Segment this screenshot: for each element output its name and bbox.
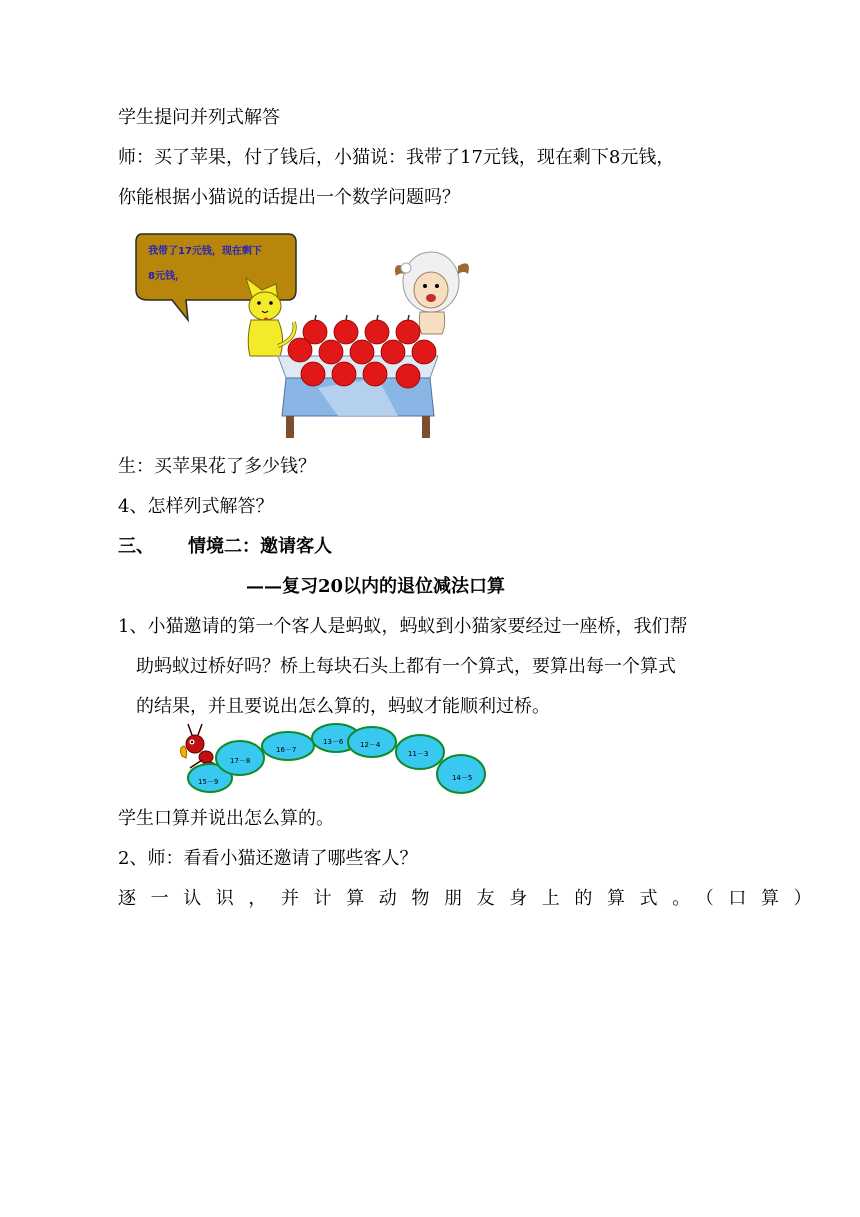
section-three-number: 三、	[118, 536, 154, 557]
line-ask-question: 你能根据小猫说的话提出一个数学问题吗？	[118, 187, 460, 208]
stone-label: 13－6	[323, 738, 344, 746]
line-student-answer: 生：买苹果花了多少钱？	[118, 456, 316, 477]
line-recognize-calc: 逐一认识，并计算动物朋友身上的算式。（口算）	[118, 888, 827, 909]
line-student-question: 学生提问并列式解答	[118, 107, 280, 128]
stone-label: 16－7	[276, 746, 297, 754]
stone-label: 11－3	[408, 750, 429, 758]
line-teacher-cat-says: 师：买了苹果，付了钱后，小猫说：我带了17元钱，现在剩下8元钱，	[118, 147, 675, 168]
figure-ant-bridge	[176, 718, 492, 798]
bubble-text-line1: 我带了17元钱，现在剩下	[148, 246, 262, 257]
line-ant-intro-2: 助蚂蚁过桥好吗？桥上每块石头上都有一个算式，要算出每一个算式	[136, 656, 676, 677]
line-student-oral-calc: 学生口算并说出怎么算的。	[118, 808, 334, 829]
stone-label: 14－5	[452, 774, 473, 782]
line-ant-intro-3: 的结果，并且要说出怎么算的，蚂蚁才能顺利过桥。	[136, 696, 550, 717]
line-how-to-solve: 4、怎样列式解答？	[118, 496, 274, 517]
section-three-subtitle: ——复习20以内的退位减法口算	[246, 576, 506, 597]
section-three-title: 情境二：邀请客人	[188, 536, 332, 557]
stone-bridge	[188, 724, 485, 793]
bubble-text-line2: 8元钱，	[148, 271, 185, 282]
figure-cat-apples	[128, 228, 478, 444]
stone-label: 12－4	[360, 741, 381, 749]
line-ant-intro-1: 1、小猫邀请的第一个客人是蚂蚁，蚂蚁到小猫家要经过一座桥，我们帮	[118, 616, 688, 637]
stone-label: 15－9	[198, 778, 219, 786]
stone-label: 17－8	[230, 757, 251, 765]
line-teacher-guests: 2、师：看看小猫还邀请了哪些客人？	[118, 848, 418, 869]
